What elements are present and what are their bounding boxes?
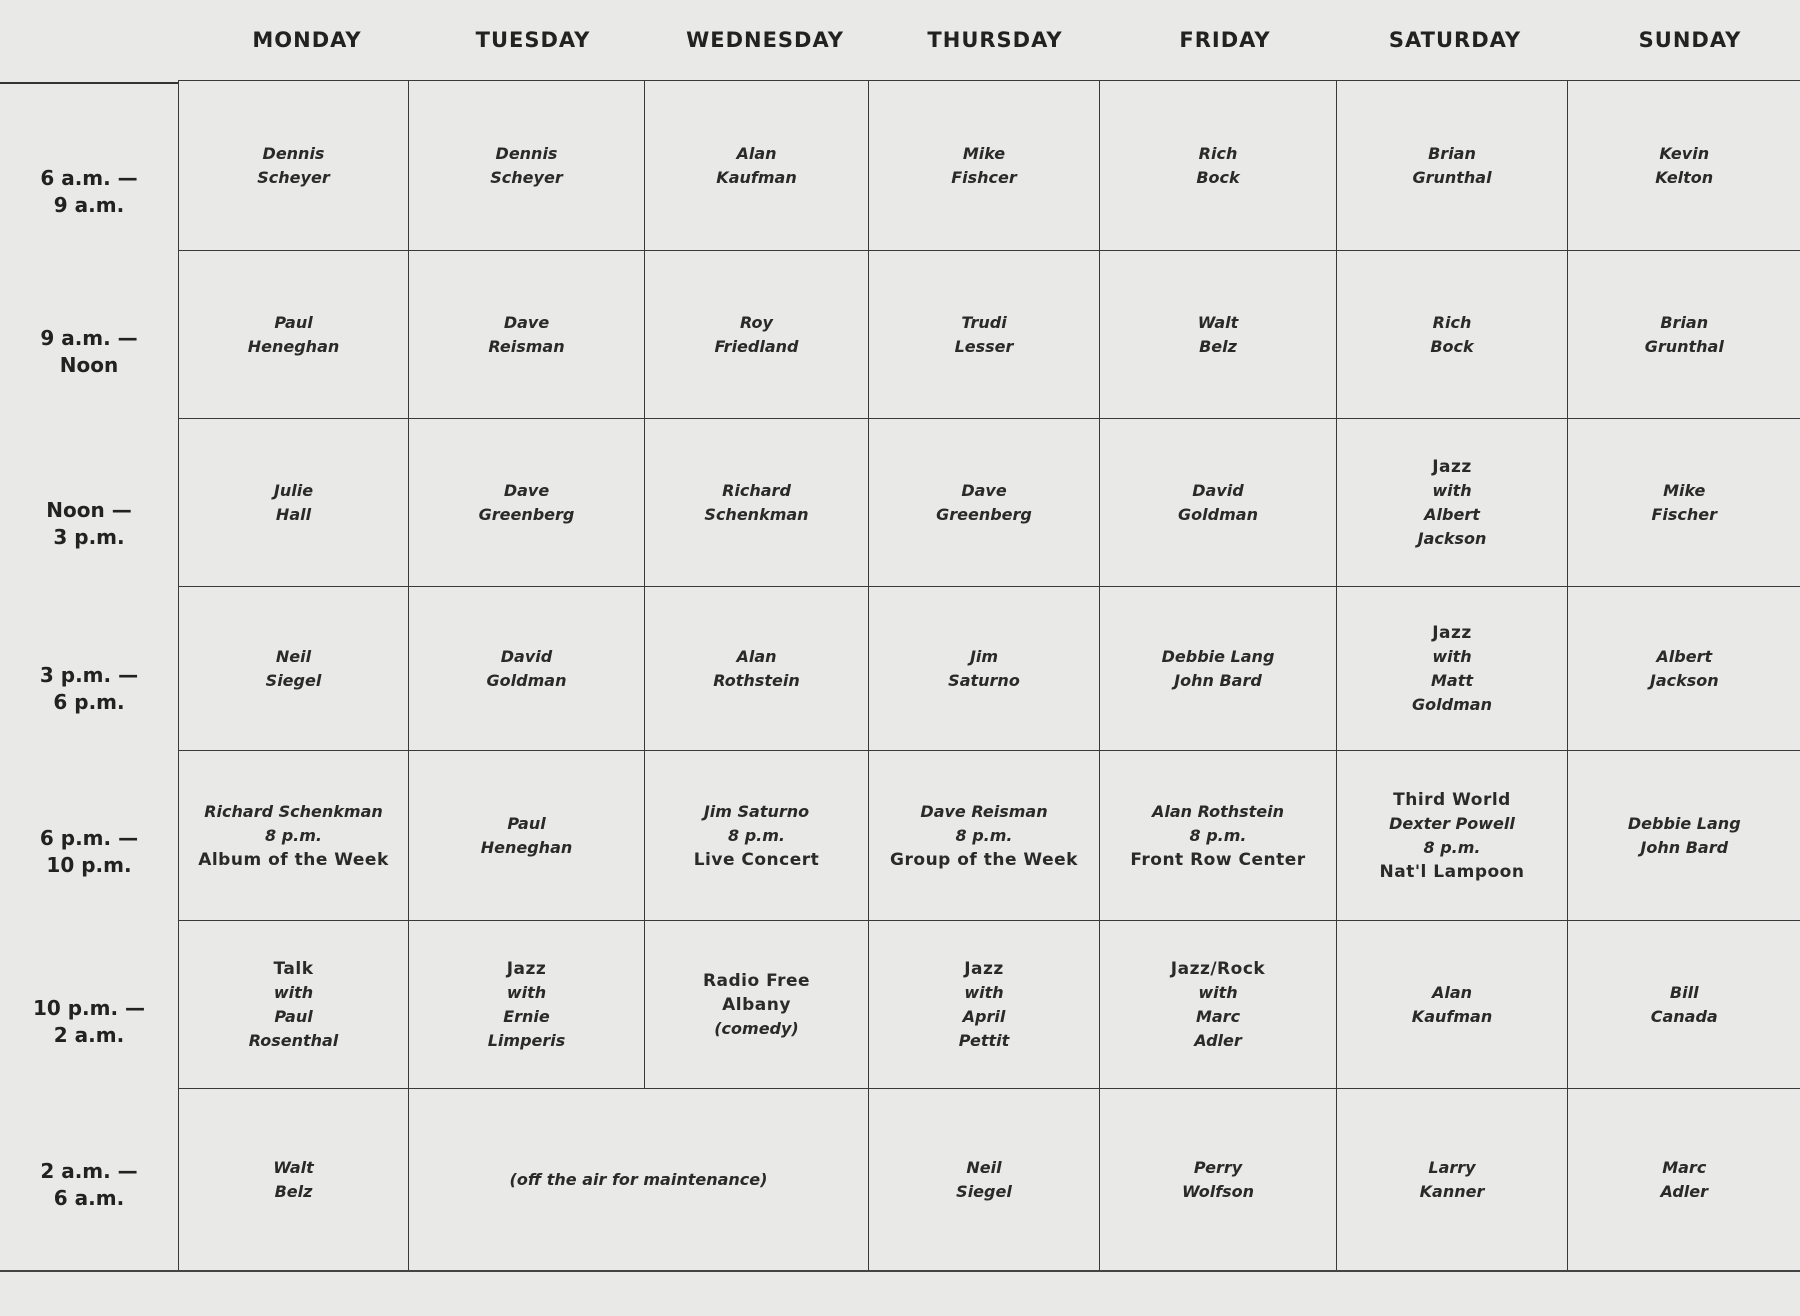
schedule-cell: Jazz/Rock with Marc Adler <box>1100 921 1337 1089</box>
schedule-cell: Rich Bock <box>1100 81 1337 251</box>
schedule-cell: Dave Reisman 8 p.m. Group of the Week <box>869 751 1100 921</box>
day-header-wednesday: WEDNESDAY <box>686 28 844 52</box>
schedule-cell: Rich Bock <box>1337 251 1568 419</box>
schedule-cell: Debbie Lang John Bard <box>1568 751 1800 921</box>
day-header-sunday: SUNDAY <box>1638 28 1742 52</box>
schedule-row <box>179 921 1800 1089</box>
schedule-row <box>179 81 1800 251</box>
schedule-cell: Trudi Lesser <box>869 251 1100 419</box>
time-slot-end: 9 a.m. <box>53 193 125 217</box>
time-slot-label <box>0 662 178 716</box>
schedule-row <box>179 251 1800 419</box>
schedule-cell: David Goldman <box>409 587 645 751</box>
time-slot-label <box>0 325 178 379</box>
day-header-friday: FRIDAY <box>1179 28 1271 52</box>
schedule-cell: David Goldman <box>1100 419 1337 587</box>
schedule-cell: Alan Rothstein <box>645 587 869 751</box>
day-header-thursday: THURSDAY <box>927 28 1063 52</box>
schedule-cell: Richard Schenkman 8 p.m. Album of the Week <box>179 751 409 921</box>
schedule-cell: Dennis Scheyer <box>409 81 645 251</box>
day-header-row <box>0 0 1800 78</box>
schedule-cell: Walt Belz <box>1100 251 1337 419</box>
schedule-cell: Alan Kaufman <box>645 81 869 251</box>
schedule-cell: Jazz with Ernie Limperis <box>409 921 645 1089</box>
time-slot-end: 3 p.m. <box>53 525 125 549</box>
schedule-cell: Jazz with Matt Goldman <box>1337 587 1568 751</box>
schedule-grid <box>178 80 1800 1271</box>
day-header-saturday: SATURDAY <box>1388 28 1522 52</box>
time-slot-end: 6 p.m. <box>53 690 125 714</box>
schedule-row <box>179 419 1800 587</box>
day-header-tuesday: TUESDAY <box>475 28 591 52</box>
schedule-cell: Dave Greenberg <box>409 419 645 587</box>
schedule-cell: Neil Siegel <box>179 587 409 751</box>
top-rule <box>0 82 178 84</box>
schedule-cell: Roy Friedland <box>645 251 869 419</box>
schedule-cell: Marc Adler <box>1568 1089 1800 1271</box>
schedule-cell: Mike Fischer <box>1568 419 1800 587</box>
time-slot-label <box>0 165 178 219</box>
schedule-cell: Perry Wolfson <box>1100 1089 1337 1271</box>
time-slot-label <box>0 825 178 879</box>
schedule-row <box>179 587 1800 751</box>
schedule-cell: Neil Siegel <box>869 1089 1100 1271</box>
schedule-cell: Alan Rothstein 8 p.m. Front Row Center <box>1100 751 1337 921</box>
time-slot-start: 3 p.m. — <box>39 663 139 687</box>
schedule-cell: Talk with Paul Rosenthal <box>179 921 409 1089</box>
schedule-cell: Brian Grunthal <box>1568 251 1800 419</box>
time-slot-start: 9 a.m. — <box>40 326 138 350</box>
schedule-cell: Jim Saturno 8 p.m. Live Concert <box>645 751 869 921</box>
bottom-rule <box>0 1270 1800 1272</box>
schedule-cell: Albert Jackson <box>1568 587 1800 751</box>
schedule-cell: Brian Grunthal <box>1337 81 1568 251</box>
schedule-cell: Dave Greenberg <box>869 419 1100 587</box>
schedule-cell: Richard Schenkman <box>645 419 869 587</box>
off-air-cell: (off the air for maintenance) <box>409 1089 869 1271</box>
time-slot-label <box>0 1158 178 1212</box>
time-slot-label <box>0 497 178 551</box>
schedule-cell: Dave Reisman <box>409 251 645 419</box>
time-slot-end: Noon <box>59 353 119 377</box>
schedule-cell: Radio Free Albany (comedy) <box>645 921 869 1089</box>
time-slot-start: 10 p.m. — <box>32 996 146 1020</box>
schedule-cell: Third World Dexter Powell 8 p.m. Nat'l Lampoon <box>1337 751 1568 921</box>
schedule-row <box>179 751 1800 921</box>
time-slot-end: 2 a.m. <box>53 1023 125 1047</box>
schedule-cell: Walt Belz <box>179 1089 409 1271</box>
time-slot-start: 6 p.m. — <box>39 826 139 850</box>
schedule-cell: Julie Hall <box>179 419 409 587</box>
schedule-cell: Bill Canada <box>1568 921 1800 1089</box>
schedule-cell: Jazz with Albert Jackson <box>1337 419 1568 587</box>
schedule-cell: Debbie Lang John Bard <box>1100 587 1337 751</box>
time-slot-label <box>0 995 178 1049</box>
day-header-monday: MONDAY <box>252 28 362 52</box>
schedule-cell: Mike Fishcer <box>869 81 1100 251</box>
schedule-row <box>179 1089 1800 1271</box>
schedule-cell: Alan Kaufman <box>1337 921 1568 1089</box>
schedule-cell: Paul Heneghan <box>409 751 645 921</box>
time-slot-start: 2 a.m. — <box>40 1159 138 1183</box>
schedule-cell: Dennis Scheyer <box>179 81 409 251</box>
time-slot-start: 6 a.m. — <box>40 166 138 190</box>
schedule-cell: Kevin Kelton <box>1568 81 1800 251</box>
time-slot-end: 6 a.m. <box>53 1186 125 1210</box>
schedule-cell: Jim Saturno <box>869 587 1100 751</box>
schedule-cell: Paul Heneghan <box>179 251 409 419</box>
schedule-cell: Jazz with April Pettit <box>869 921 1100 1089</box>
schedule-cell: Larry Kanner <box>1337 1089 1568 1271</box>
time-slot-end: 10 p.m. <box>46 853 132 877</box>
time-slot-start: Noon — <box>46 498 132 522</box>
